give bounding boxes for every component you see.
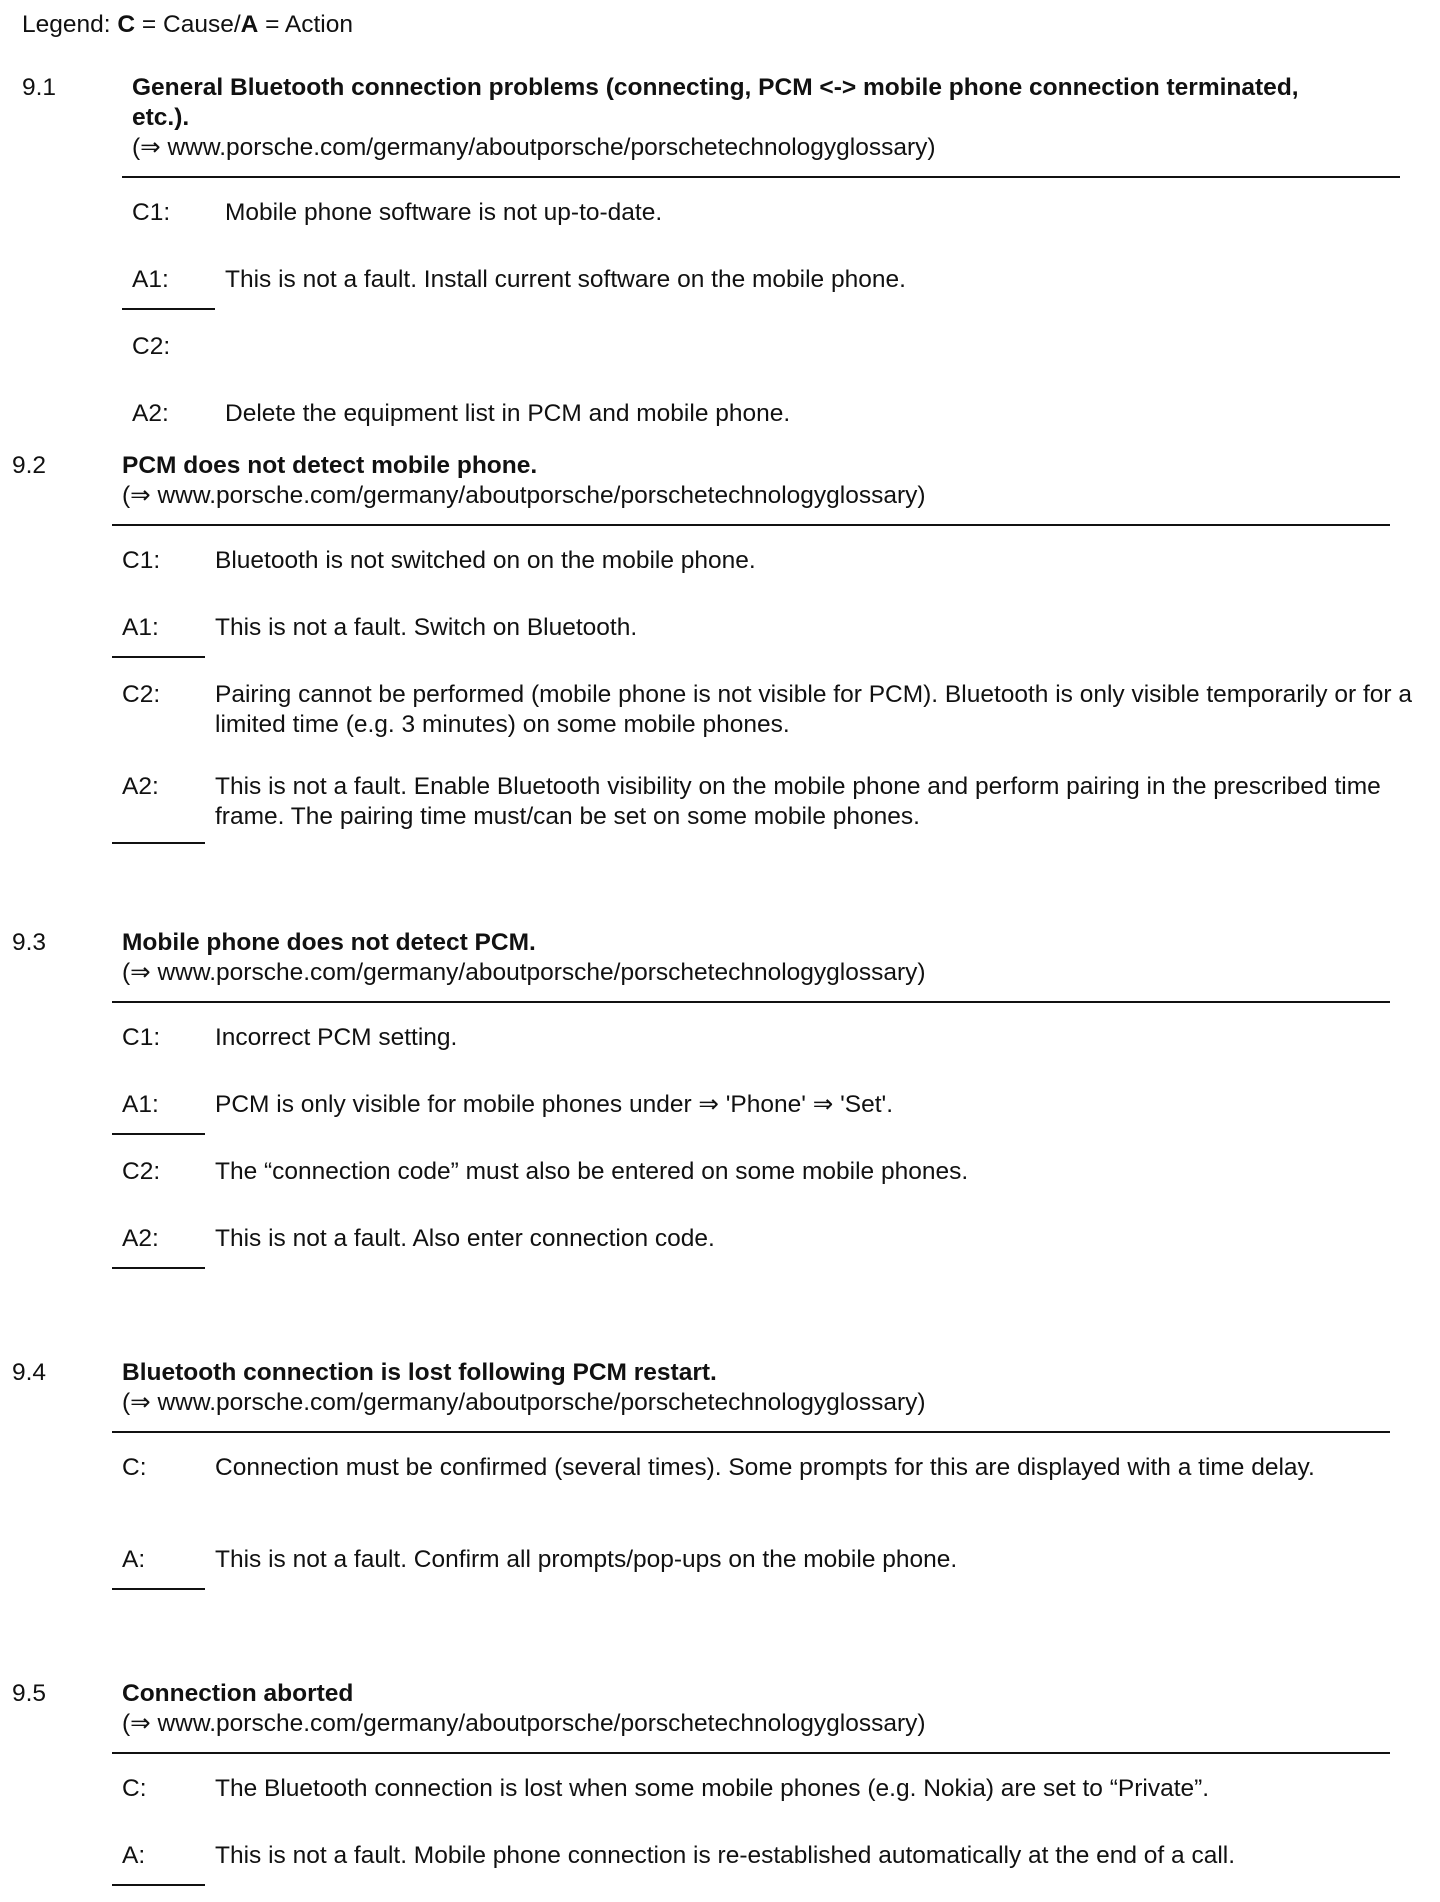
entry-text: The Bluetooth connection is lost when some mobile phones (e.g. Nokia) are set to “Private”. <box>215 1775 1210 1802</box>
entry-text: Delete the equipment list in PCM and mobile phone. <box>225 400 791 427</box>
entry-label: A2: <box>122 773 159 800</box>
entry-text: Pairing cannot be performed (mobile phone is not visible for PCM). Bluetooth is only visible temporarily or for a limited time (e.g. 3 minutes) on some mobile phones. <box>215 681 1412 738</box>
legend-cause-text: = Cause/ <box>135 11 241 38</box>
entry-text: This is not a fault. Also enter connection code. <box>215 1225 715 1252</box>
entry-label: A2: <box>132 400 169 427</box>
entry-label: A2: <box>122 1225 159 1252</box>
entry-text: This is not a fault. Confirm all prompts/pop-ups on the mobile phone. <box>215 1546 958 1573</box>
section-rule <box>112 1001 1390 1003</box>
entry-label: C1: <box>122 547 161 574</box>
section-title: Connection aborted <box>122 1680 354 1707</box>
entry-text: This is not a fault. Mobile phone connection is re-established automatically at the end of a call. <box>215 1842 1236 1869</box>
entry-text: Connection must be confirmed (several times). Some prompts for this are displayed with a time delay. <box>215 1454 1315 1481</box>
entry-divider <box>122 308 215 310</box>
section-number: 9.3 <box>12 929 47 956</box>
entry-text: This is not a fault. Switch on Bluetooth. <box>215 614 638 641</box>
entry-label: C2: <box>122 681 161 708</box>
section-rule <box>112 1752 1390 1754</box>
section-title: General Bluetooth connection problems (connecting, PCM <-> mobile phone connection terminated, etc.). <box>132 74 1299 131</box>
legend-cause-key: C <box>117 11 136 38</box>
entry-divider <box>112 1133 205 1135</box>
section-reference: (⇒ www.porsche.com/germany/aboutporsche/porschetechnologyglossary) <box>122 482 926 509</box>
entry-divider <box>112 1267 205 1269</box>
entry-text: This is not a fault. Enable Bluetooth visibility on the mobile phone and perform pairing in the prescribed time frame. The pairing time must/can be set on some mobile phones. <box>215 773 1381 830</box>
section-number: 9.2 <box>12 452 47 479</box>
entry-label: A1: <box>122 614 159 641</box>
entry-text: Mobile phone software is not up-to-date. <box>225 199 663 226</box>
legend-prefix: Legend: <box>22 11 118 38</box>
entry-label: C1: <box>132 199 171 226</box>
entry-divider <box>112 1884 205 1886</box>
section-title: Mobile phone does not detect PCM. <box>122 929 536 956</box>
section-rule <box>112 1431 1390 1433</box>
section-reference: (⇒ www.porsche.com/germany/aboutporsche/porschetechnologyglossary) <box>132 134 936 161</box>
section-reference: (⇒ www.porsche.com/germany/aboutporsche/porschetechnologyglossary) <box>122 959 926 986</box>
entry-divider <box>112 1588 205 1590</box>
entry-label: A1: <box>132 266 169 293</box>
legend-action-text: = Action <box>258 11 354 38</box>
section-reference: (⇒ www.porsche.com/germany/aboutporsche/porschetechnologyglossary) <box>122 1389 926 1416</box>
section-number: 9.1 <box>22 74 57 101</box>
section-reference: (⇒ www.porsche.com/germany/aboutporsche/porschetechnologyglossary) <box>122 1710 926 1737</box>
entry-text: Bluetooth is not switched on on the mobile phone. <box>215 547 756 574</box>
entry-text: Incorrect PCM setting. <box>215 1024 458 1051</box>
section-number: 9.5 <box>12 1680 47 1707</box>
section-number: 9.4 <box>12 1359 47 1386</box>
entry-label: A: <box>122 1842 146 1869</box>
entry-label: C: <box>122 1454 147 1481</box>
entry-divider <box>112 656 205 658</box>
entry-label: A1: <box>122 1091 159 1118</box>
section-title: Bluetooth connection is lost following PCM restart. <box>122 1359 717 1386</box>
section-title: PCM does not detect mobile phone. <box>122 452 538 479</box>
entry-text: PCM is only visible for mobile phones under ⇒ 'Phone' ⇒ 'Set'. <box>215 1091 894 1118</box>
section-rule <box>112 524 1390 526</box>
section-rule <box>122 176 1400 178</box>
legend <box>22 10 353 40</box>
entry-label: C2: <box>122 1158 161 1185</box>
entry-label: C1: <box>122 1024 161 1051</box>
entry-label: C: <box>122 1775 147 1802</box>
entry-divider <box>112 842 205 844</box>
entry-text: This is not a fault. Install current software on the mobile phone. <box>225 266 906 293</box>
entry-label: C2: <box>132 333 171 360</box>
legend-action-key: A <box>240 11 259 38</box>
entry-label: A: <box>122 1546 146 1573</box>
entry-text: The “connection code” must also be entered on some mobile phones. <box>215 1158 969 1185</box>
